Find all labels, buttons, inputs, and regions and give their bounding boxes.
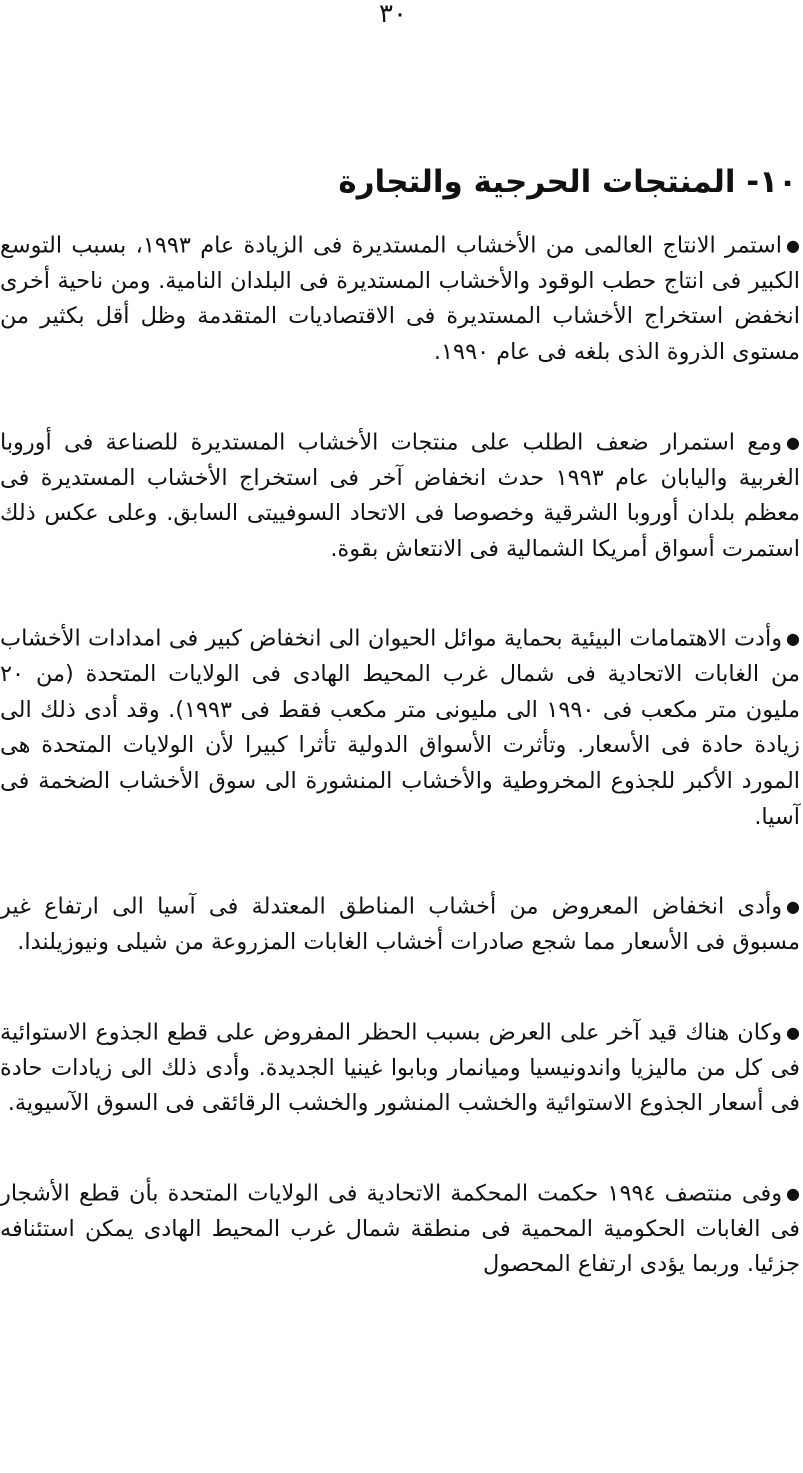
paragraph-text: استمر الانتاج العالمى من الأخشاب المستديرة فى الزيادة عام ١٩٩٣، بسبب التوسع الكبير فى انتاج حطب الوقود والأخشاب المستديرة فى البلدان النامية. ومن ناحية أخرى انخفض استخراج الأخشاب المستديرة فى الاقتصاديات المتقدمة وظل أقل بكثير من مستوى الذروة الذى بلغه فى عام ١٩٩٠. — [0, 232, 800, 366]
section-heading: ١٠- المنتجات الحرجية والتجارة — [338, 164, 797, 200]
paragraph — [0, 228, 800, 371]
body-text — [0, 228, 800, 1337]
bullet-icon: ● — [786, 1183, 800, 1203]
paragraph — [0, 425, 800, 568]
paragraph-text: ومع استمرار ضعف الطلب على منتجات الأخشاب المستديرة للصناعة فى أوروبا الغربية واليابان عام ١٩٩٣ حدث انخفاض آخر فى استخراج الأخشاب المستديرة فى معظم بلدان أوروبا الشرقية وخصوصا فى الاتحاد السوفييتى السابق. وعلى عكس ذلك استمرت أسواق أمريكا الشمالية فى الانتعاش بقوة. — [0, 428, 800, 562]
paragraph — [0, 1176, 800, 1283]
page-number: ٣٠ — [379, 0, 407, 29]
paragraph — [0, 889, 800, 960]
paragraph-text: وفى منتصف ١٩٩٤ حكمت المحكمة الاتحادية فى الولايات المتحدة بأن قطع الأشجار فى الغابات الحكومية المحمية فى منطقة شمال غرب المحيط الهادى يمكن استئنافه جزئيا. وربما يؤدى ارتفاع المحصول — [0, 1180, 800, 1278]
bullet-icon: ● — [786, 897, 800, 917]
paragraph-text: وكان هناك قيد آخر على العرض بسبب الحظر المفروض على قطع الجذوع الاستوائية فى كل من ماليزيا واندونيسيا وميانمار وبابوا غينيا الجديدة. وأدى ذلك الى زيادات حادة فى أسعار الجذوع الاستوائية والخشب المنشور والخشب الرقائقى فى السوق الآسيوية. — [0, 1018, 800, 1117]
bullet-icon: ● — [786, 1022, 800, 1042]
paragraph — [0, 621, 800, 835]
bullet-icon: ● — [786, 236, 800, 255]
paragraph — [0, 1015, 800, 1122]
paragraph-text: وأدت الاهتمامات البيئية بحماية موائل الحيوان الى انخفاض كبير فى امدادات الأخشاب من الغابات الاتحادية فى شمال غرب المحيط الهادى فى الولايات المتحدة (من ٢٠ مليون متر مكعب فى ١٩٩٠ الى مليونى متر مكعب فقط فى ١٩٩٣). وقد أدى ذلك الى زيادة حادة فى الأسعار. وتأثرت الأسواق الدولية تأثرا كبيرا لأن الولايات المتحدة هى المورد الأكبر للجذوع المخروطية والأخشاب المنشورة الى سوق الأخشاب الضخمة فى آسيا. — [0, 625, 800, 830]
bullet-icon: ● — [786, 432, 800, 452]
paragraph-text: وأدى انخفاض المعروض من أخشاب المناطق المعتدلة فى آسيا الى ارتفاع غير مسبوق فى الأسعار مما شجع صادرات أخشاب الغابات المزروعة من شيلى ونيوزيلندا. — [0, 893, 800, 956]
bullet-icon: ● — [786, 629, 800, 649]
